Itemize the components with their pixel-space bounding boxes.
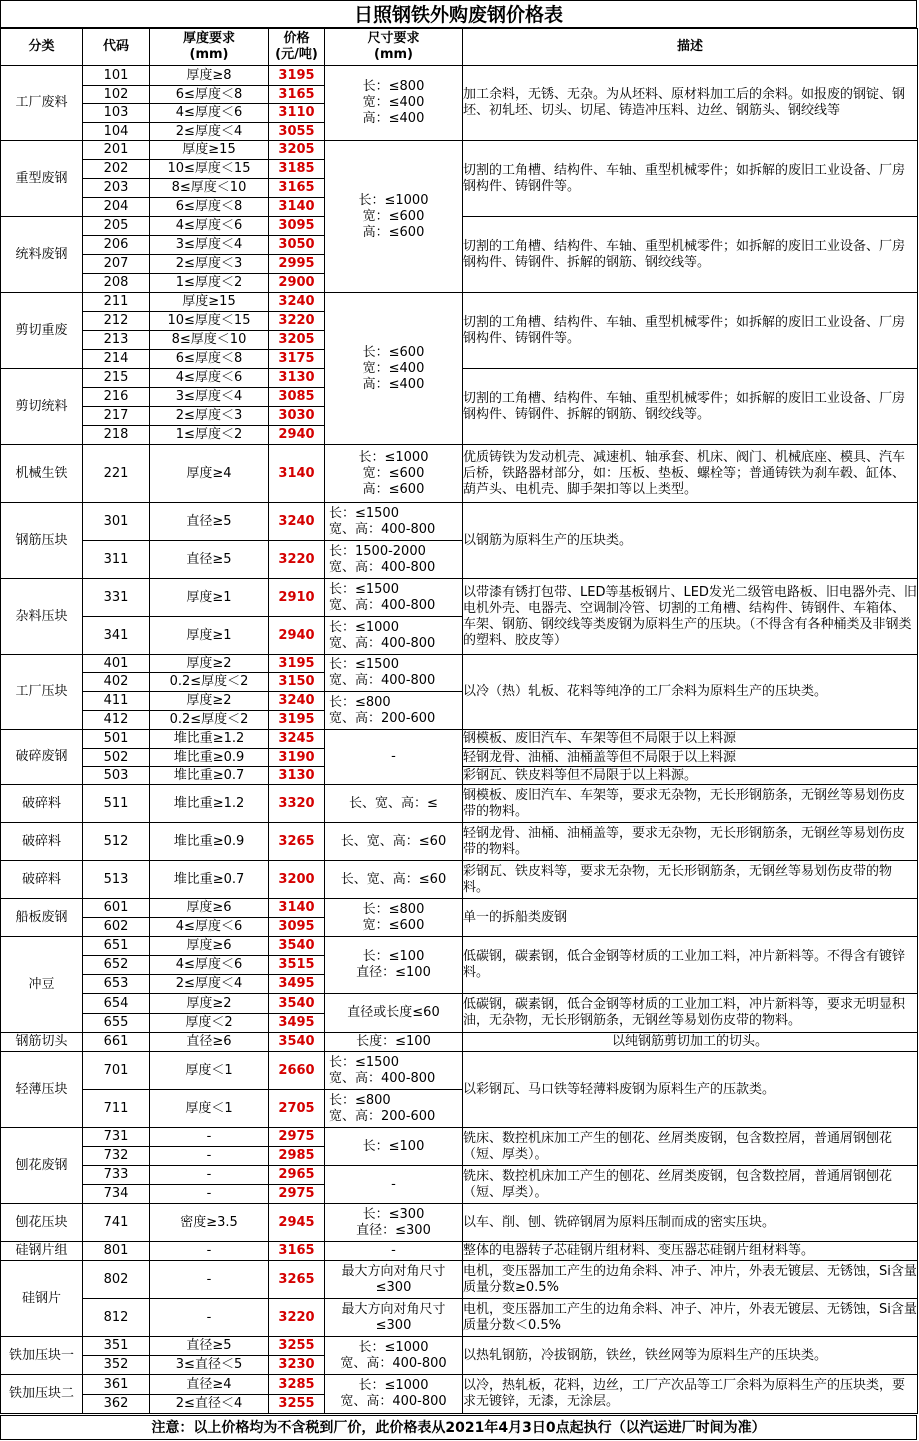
- code-cell: 503: [83, 767, 150, 785]
- thickness-cell: 堆比重≥0.7: [150, 767, 269, 785]
- code-cell: 331: [83, 579, 150, 617]
- price-cell: 3265: [269, 823, 325, 861]
- code-cell: 411: [83, 692, 150, 711]
- thickness-cell: 4≤厚度＜6: [150, 918, 269, 937]
- category-cell: 破碎料: [1, 823, 83, 861]
- category-cell: 破碎废钢: [1, 730, 83, 785]
- price-cell: 3140: [269, 198, 325, 217]
- thickness-cell: 4≤厚度＜6: [150, 369, 269, 388]
- code-cell: 511: [83, 785, 150, 823]
- table-row: [1, 1033, 918, 1052]
- thickness-cell: -: [150, 1185, 269, 1204]
- code-cell: 661: [83, 1033, 150, 1052]
- price-cell: 2705: [269, 1090, 325, 1128]
- description-cell: 铣床、数控机床加工产生的刨花、丝屑类废钢，包含数控屑，普通屑钢刨花（短、厚类）。: [463, 1128, 918, 1166]
- code-cell: 352: [83, 1356, 150, 1375]
- category-cell: 重型废钢: [1, 141, 83, 217]
- code-cell: 208: [83, 274, 150, 293]
- description-cell: 整体的电器转子芯硅钢片组材料、变压器芯硅钢片组材料等。: [463, 1242, 918, 1261]
- code-cell: 311: [83, 541, 150, 579]
- price-cell: 2995: [269, 255, 325, 274]
- description-cell: 优质铸铁为发动机壳、减速机、轴承套、机床、阀门、机械底座、模具、汽车后桥，铁路器材部分，如：压板、垫板、螺栓等；普通铸铁为刹车毂、缸体、葫芦头、电机壳、脚手架扣等以上类型。: [463, 445, 918, 503]
- price-cell: 3540: [269, 994, 325, 1014]
- code-cell: 103: [83, 104, 150, 123]
- table-row: [1, 1242, 918, 1261]
- table-row: [1, 823, 918, 861]
- code-cell: 732: [83, 1147, 150, 1166]
- thickness-cell: 密度≥3.5: [150, 1204, 269, 1242]
- price-cell: 3165: [269, 86, 325, 104]
- table-row: [1, 293, 918, 312]
- size-cell: 长：≤1500 宽、高：400-800: [325, 1052, 463, 1090]
- thickness-cell: 6≤厚度＜8: [150, 350, 269, 369]
- price-cell: 3095: [269, 918, 325, 937]
- thickness-cell: -: [150, 1261, 269, 1299]
- price-cell: 3255: [269, 1395, 325, 1414]
- price-cell: 3095: [269, 217, 325, 236]
- code-cell: 602: [83, 918, 150, 937]
- header-category: 分类: [1, 29, 83, 66]
- price-cell: 2940: [269, 617, 325, 655]
- thickness-cell: 2≤厚度＜4: [150, 123, 269, 141]
- code-cell: 502: [83, 749, 150, 767]
- category-cell: 硅钢片: [1, 1261, 83, 1337]
- price-cell: 3200: [269, 861, 325, 899]
- thickness-cell: 堆比重≥1.2: [150, 730, 269, 749]
- code-cell: 102: [83, 86, 150, 104]
- code-cell: 203: [83, 179, 150, 198]
- thickness-cell: 厚度≥6: [150, 937, 269, 956]
- price-cell: 3220: [269, 312, 325, 331]
- description-cell: 低碳钢，碳素钢，低合金钢等材质的工业加工料，冲片新料等，要求无明显积油，无杂物，无长形钢筋条，无钢丝等易划伤皮带的物料。: [463, 994, 918, 1033]
- size-cell: 长：≤800 宽：≤600: [325, 899, 463, 937]
- table-row: [1, 655, 918, 673]
- size-cell: 长：≤1500 宽、高：400-800: [325, 503, 463, 541]
- category-cell: 刨花压块: [1, 1204, 83, 1242]
- size-cell: -: [325, 1166, 463, 1204]
- thickness-cell: 2≤厚度＜4: [150, 975, 269, 994]
- price-cell: 3140: [269, 445, 325, 503]
- table-row: [1, 994, 918, 1014]
- thickness-cell: 4≤厚度＜6: [150, 956, 269, 975]
- price-cell: 3165: [269, 179, 325, 198]
- code-cell: 401: [83, 655, 150, 673]
- description-cell: 轻钢龙骨、油桶、油桶盖等但不局限于以上料源: [463, 749, 918, 767]
- thickness-cell: 厚度≥1: [150, 579, 269, 617]
- price-cell: 2975: [269, 1185, 325, 1204]
- description-cell: 以钢筋为原料生产的压块类。: [463, 503, 918, 579]
- price-cell: 2965: [269, 1166, 325, 1185]
- code-cell: 215: [83, 369, 150, 388]
- table-row: [1, 503, 918, 541]
- code-cell: 711: [83, 1090, 150, 1128]
- size-cell: 长：≤1000 宽：≤600 高：≤600: [325, 445, 463, 503]
- price-cell: 3110: [269, 104, 325, 123]
- category-cell: 工厂废料: [1, 66, 83, 141]
- size-cell: 长：≤1500 宽、高：400-800: [325, 655, 463, 692]
- thickness-cell: 4≤厚度＜6: [150, 104, 269, 123]
- description-cell: 低碳钢，碳素钢，低合金钢等材质的工业加工料，冲片新料等。不得含有镀锌料。: [463, 937, 918, 994]
- description-cell: 轻钢龙骨、油桶、油桶盖等，要求无杂物，无长形钢筋条，无钢丝等易划伤皮带的物料。: [463, 823, 918, 861]
- footer-note: 注意：以上价格均为不含税到厂价，此价格表从2021年4月3日0点起执行（以汽运进厂时间为准）: [0, 1415, 917, 1440]
- price-cell: 3515: [269, 956, 325, 975]
- price-cell: 3175: [269, 350, 325, 369]
- category-cell: 钢筋切头: [1, 1033, 83, 1052]
- thickness-cell: 厚度＜2: [150, 1014, 269, 1033]
- description-cell: 钢模板、废旧汽车、车架等但不局限于以上料源: [463, 730, 918, 749]
- description-cell: 切割的工角槽、结构件、车轴、重型机械零件；如拆解的废旧工业设备、厂房钢构件、铸钢件等。: [463, 141, 918, 217]
- code-cell: 216: [83, 388, 150, 407]
- code-cell: 341: [83, 617, 150, 655]
- description-cell: 切割的工角槽、结构件、车轴、重型机械零件；如拆解的废旧工业设备、厂房钢构件、铸钢件等。: [463, 293, 918, 369]
- code-cell: 351: [83, 1337, 150, 1356]
- code-cell: 512: [83, 823, 150, 861]
- code-cell: 734: [83, 1185, 150, 1204]
- thickness-cell: 3≤厚度＜4: [150, 236, 269, 255]
- category-cell: 破碎料: [1, 861, 83, 899]
- thickness-cell: 8≤厚度＜10: [150, 179, 269, 198]
- table-row: [1, 899, 918, 918]
- code-cell: 801: [83, 1242, 150, 1261]
- price-cell: 3165: [269, 1242, 325, 1261]
- description-cell: 单一的拆船类废钢: [463, 899, 918, 937]
- price-cell: 3265: [269, 1261, 325, 1299]
- thickness-cell: 堆比重≥0.9: [150, 823, 269, 861]
- price-cell: 3495: [269, 1014, 325, 1033]
- category-cell: 剪切重废: [1, 293, 83, 369]
- price-cell: 3030: [269, 407, 325, 426]
- code-cell: 217: [83, 407, 150, 426]
- price-cell: 3285: [269, 1375, 325, 1395]
- thickness-cell: -: [150, 1166, 269, 1185]
- price-cell: 3240: [269, 692, 325, 711]
- size-cell: 长：≤1000 宽、高：400-800: [325, 1375, 463, 1414]
- table-row: [1, 937, 918, 956]
- price-cell: 3540: [269, 937, 325, 956]
- price-cell: 3130: [269, 369, 325, 388]
- code-cell: 218: [83, 426, 150, 445]
- category-cell: 铁加压块二: [1, 1375, 83, 1414]
- table-row: [1, 1128, 918, 1147]
- price-cell: 3205: [269, 141, 325, 160]
- description-cell: 钢模板、废旧汽车、车架等，要求无杂物，无长形钢筋条，无钢丝等易划伤皮带的物料。: [463, 785, 918, 823]
- category-cell: 剪切统料: [1, 369, 83, 445]
- code-cell: 212: [83, 312, 150, 331]
- thickness-cell: -: [150, 1299, 269, 1337]
- code-cell: 206: [83, 236, 150, 255]
- price-cell: 3220: [269, 1299, 325, 1337]
- size-cell: 最大方向对角尺寸 ≤300: [325, 1299, 463, 1337]
- description-cell: 电机，变压器加工产生的边角余料、冲子、冲片，外表无镀层、无锈蚀，Si含量质量分数≥0.5%: [463, 1261, 918, 1299]
- description-cell: 切割的工角槽、结构件、车轴、重型机械零件；如拆解的废旧工业设备、厂房钢构件、铸钢件、拆解的钢筋、钢绞线等。: [463, 369, 918, 445]
- code-cell: 205: [83, 217, 150, 236]
- thickness-cell: 直径≥4: [150, 1375, 269, 1395]
- code-cell: 101: [83, 66, 150, 86]
- size-cell: 长：≤600 宽：≤400 高：≤400: [325, 293, 463, 445]
- description-cell: 以彩钢瓦、马口铁等轻薄料废钢为原料生产的压款类。: [463, 1052, 918, 1128]
- size-cell: 长：≤100 直径：≤100: [325, 937, 463, 994]
- size-cell: -: [325, 730, 463, 785]
- thickness-cell: 堆比重≥0.9: [150, 749, 269, 767]
- price-cell: 2975: [269, 1128, 325, 1147]
- price-cell: 3255: [269, 1337, 325, 1356]
- category-cell: 刨花废钢: [1, 1128, 83, 1204]
- thickness-cell: 直径≥5: [150, 541, 269, 579]
- table-row: [1, 445, 918, 503]
- size-cell: 长度：≤100: [325, 1033, 463, 1052]
- thickness-cell: 0.2≤厚度＜2: [150, 711, 269, 730]
- table-row: [1, 66, 918, 86]
- price-cell: 2660: [269, 1052, 325, 1090]
- price-cell: 3195: [269, 66, 325, 86]
- thickness-cell: 直径≥5: [150, 1337, 269, 1356]
- code-cell: 733: [83, 1166, 150, 1185]
- size-cell: -: [325, 1242, 463, 1261]
- code-cell: 601: [83, 899, 150, 918]
- description-cell: 彩钢瓦、铁皮料等，要求无杂物，无长形钢筋条，无钢丝等易划伤皮带的物料。: [463, 861, 918, 899]
- code-cell: 361: [83, 1375, 150, 1395]
- category-cell: 杂料压块: [1, 579, 83, 655]
- thickness-cell: 厚度≥15: [150, 293, 269, 312]
- size-cell: 长：≤800 宽、高：200-600: [325, 1090, 463, 1128]
- thickness-cell: 2≤厚度＜3: [150, 407, 269, 426]
- price-cell: 3130: [269, 767, 325, 785]
- table-row: [1, 1204, 918, 1242]
- code-cell: 301: [83, 503, 150, 541]
- table-row: [1, 1052, 918, 1090]
- code-cell: 204: [83, 198, 150, 217]
- description-cell: 切割的工角槽、结构件、车轴、重型机械零件；如拆解的废旧工业设备、厂房钢构件、铸钢件、拆解的钢筋、钢绞线等。: [463, 217, 918, 293]
- thickness-cell: 厚度≥4: [150, 445, 269, 503]
- price-cell: 3050: [269, 236, 325, 255]
- code-cell: 104: [83, 123, 150, 141]
- code-cell: 802: [83, 1261, 150, 1299]
- price-cell: 3320: [269, 785, 325, 823]
- size-cell: 长：≤800 宽、高：200-600: [325, 692, 463, 730]
- price-cell: 3185: [269, 160, 325, 179]
- price-cell: 3230: [269, 1356, 325, 1375]
- table-row: [1, 141, 918, 160]
- size-cell: 最大方向对角尺寸 ≤300: [325, 1261, 463, 1299]
- category-cell: 硅钢片组: [1, 1242, 83, 1261]
- category-cell: 机械生铁: [1, 445, 83, 503]
- thickness-cell: -: [150, 1147, 269, 1166]
- header-size: 尺寸要求 (mm): [325, 29, 463, 66]
- thickness-cell: 6≤厚度＜8: [150, 198, 269, 217]
- category-cell: 船板废钢: [1, 899, 83, 937]
- category-cell: 破碎料: [1, 785, 83, 823]
- table-row: [1, 1299, 918, 1337]
- description-cell: 铣床、数控机床加工产生的刨花、丝屑类废钢，包含数控屑，普通屑钢刨花（短、厚类）。: [463, 1166, 918, 1204]
- table-row: [1, 730, 918, 749]
- thickness-cell: 厚度≥2: [150, 655, 269, 673]
- code-cell: 221: [83, 445, 150, 503]
- description-cell: 以热轧钢筋，冷拔钢筋，铁丝，铁丝网等为原料生产的压块类。: [463, 1337, 918, 1375]
- code-cell: 201: [83, 141, 150, 160]
- code-cell: 741: [83, 1204, 150, 1242]
- thickness-cell: 厚度≥2: [150, 692, 269, 711]
- size-cell: 长：≤300 直径：≤300: [325, 1204, 463, 1242]
- description-cell: 以冷，热轧板，花料，边丝，工厂产次品等工厂余料为原料生产的压块类，要求无镀锌，无漆，无涂层。: [463, 1375, 918, 1414]
- thickness-cell: 3≤厚度＜4: [150, 388, 269, 407]
- price-cell: 3195: [269, 655, 325, 673]
- thickness-cell: -: [150, 1242, 269, 1261]
- thickness-cell: 10≤厚度＜15: [150, 160, 269, 179]
- thickness-cell: 4≤厚度＜6: [150, 217, 269, 236]
- price-cell: 2910: [269, 579, 325, 617]
- price-cell: 2945: [269, 1204, 325, 1242]
- thickness-cell: 堆比重≥0.7: [150, 861, 269, 899]
- size-cell: 长：1500-2000 宽、高：400-800: [325, 541, 463, 579]
- price-table: [0, 28, 918, 1414]
- header-code: 代码: [83, 29, 150, 66]
- price-cell: 3240: [269, 503, 325, 541]
- code-cell: 202: [83, 160, 150, 179]
- table-row: [1, 1337, 918, 1356]
- code-cell: 501: [83, 730, 150, 749]
- table-row: [1, 1375, 918, 1395]
- size-cell: 长、宽、高：≤60: [325, 861, 463, 899]
- price-table-body: [1, 29, 918, 1414]
- size-cell: 长：≤1000 宽、高：400-800: [325, 1337, 463, 1375]
- price-cell: 3540: [269, 1033, 325, 1052]
- code-cell: 812: [83, 1299, 150, 1337]
- category-cell: 轻薄压块: [1, 1052, 83, 1128]
- code-cell: 653: [83, 975, 150, 994]
- header-thickness: 厚度要求 (mm): [150, 29, 269, 66]
- description-cell: 电机，变压器加工产生的边角余料、冲子、冲片，外表无镀层、无锈蚀，Si含量质量分数＜0.5%: [463, 1299, 918, 1337]
- header-description: 描述: [463, 29, 918, 66]
- thickness-cell: 厚度≥8: [150, 66, 269, 86]
- size-cell: 长：≤1500 宽、高：400-800: [325, 579, 463, 617]
- code-cell: 652: [83, 956, 150, 975]
- category-cell: 统料废钢: [1, 217, 83, 293]
- thickness-cell: 厚度≥2: [150, 994, 269, 1014]
- header-price: 价格 (元/吨): [269, 29, 325, 66]
- thickness-cell: 2≤直径＜4: [150, 1395, 269, 1414]
- price-cell: 3495: [269, 975, 325, 994]
- thickness-cell: 厚度≥6: [150, 899, 269, 918]
- price-cell: 3140: [269, 899, 325, 918]
- size-cell: 长：≤800 宽：≤400 高：≤400: [325, 66, 463, 141]
- price-cell: 3085: [269, 388, 325, 407]
- thickness-cell: -: [150, 1128, 269, 1147]
- size-cell: 长、宽、高：≤: [325, 785, 463, 823]
- size-cell: 长：≤100: [325, 1128, 463, 1166]
- size-cell: 长、宽、高：≤60: [325, 823, 463, 861]
- table-row: [1, 29, 918, 66]
- price-cell: 2940: [269, 426, 325, 445]
- thickness-cell: 直径≥6: [150, 1033, 269, 1052]
- size-cell: 长：≤1000 宽：≤600 高：≤600: [325, 141, 463, 293]
- table-row: [1, 1166, 918, 1185]
- code-cell: 213: [83, 331, 150, 350]
- thickness-cell: 0.2≤厚度＜2: [150, 673, 269, 692]
- thickness-cell: 1≤厚度＜2: [150, 274, 269, 293]
- table-row: [1, 785, 918, 823]
- code-cell: 731: [83, 1128, 150, 1147]
- thickness-cell: 3≤直径＜5: [150, 1356, 269, 1375]
- thickness-cell: 厚度≥1: [150, 617, 269, 655]
- price-cell: 2900: [269, 274, 325, 293]
- price-cell: 3195: [269, 711, 325, 730]
- code-cell: 207: [83, 255, 150, 274]
- price-cell: 3150: [269, 673, 325, 692]
- description-cell: 以车、削、刨、铣碎钢屑为原料压制而成的密实压块。: [463, 1204, 918, 1242]
- price-cell: 3220: [269, 541, 325, 579]
- code-cell: 211: [83, 293, 150, 312]
- code-cell: 651: [83, 937, 150, 956]
- thickness-cell: 6≤厚度＜8: [150, 86, 269, 104]
- code-cell: 513: [83, 861, 150, 899]
- price-cell: 3245: [269, 730, 325, 749]
- code-cell: 214: [83, 350, 150, 369]
- category-cell: 铁加压块一: [1, 1337, 83, 1375]
- thickness-cell: 厚度＜1: [150, 1090, 269, 1128]
- size-cell: 长：≤1000 宽、高：400-800: [325, 617, 463, 655]
- description-cell: 以带漆有锈打包带、LED等基板钢片、LED发光二级管电路板、旧电器外壳、旧电机外壳、电器壳、空调制冷管、切割的工角槽、结构件、铸钢件、车箱体、车架、钢筋、钢绞线等类废钢为原料生产的压块。（不得含有各种桶类及非钢类的塑料、胶皮等）: [463, 579, 918, 655]
- thickness-cell: 10≤厚度＜15: [150, 312, 269, 331]
- description-cell: 以冷（热）轧板、花料等纯净的工厂余料为原料生产的压块类。: [463, 655, 918, 730]
- thickness-cell: 直径≥5: [150, 503, 269, 541]
- sheet-title: 日照钢铁外购废钢价格表: [0, 0, 917, 28]
- price-cell: 3240: [269, 293, 325, 312]
- price-cell: 2985: [269, 1147, 325, 1166]
- thickness-cell: 1≤厚度＜2: [150, 426, 269, 445]
- price-cell: 3055: [269, 123, 325, 141]
- code-cell: 402: [83, 673, 150, 692]
- code-cell: 362: [83, 1395, 150, 1414]
- category-cell: 钢筋压块: [1, 503, 83, 579]
- code-cell: 654: [83, 994, 150, 1014]
- thickness-cell: 厚度≥15: [150, 141, 269, 160]
- thickness-cell: 2≤厚度＜3: [150, 255, 269, 274]
- table-row: [1, 579, 918, 617]
- code-cell: 655: [83, 1014, 150, 1033]
- table-row: [1, 1261, 918, 1299]
- price-cell: 3190: [269, 749, 325, 767]
- size-cell: 直径或长度≤60: [325, 994, 463, 1033]
- category-cell: 工厂压块: [1, 655, 83, 730]
- thickness-cell: 厚度＜1: [150, 1052, 269, 1090]
- thickness-cell: 堆比重≥1.2: [150, 785, 269, 823]
- code-cell: 701: [83, 1052, 150, 1090]
- price-cell: 3205: [269, 331, 325, 350]
- description-cell: 彩钢瓦、铁皮料等但不局限于以上料源。: [463, 767, 918, 785]
- table-row: [1, 861, 918, 899]
- description-cell: 以纯钢筋剪切加工的切头。: [463, 1033, 918, 1052]
- description-cell: 加工余料，无锈、无杂。为从坯料、原材料加工后的余料。如报废的钢锭、钢坯、初轧坯、切头、切尾、铸造冲压料、边丝、钢筋头、钢绞线等: [463, 66, 918, 141]
- code-cell: 412: [83, 711, 150, 730]
- category-cell: 冲豆: [1, 937, 83, 1033]
- thickness-cell: 8≤厚度＜10: [150, 331, 269, 350]
